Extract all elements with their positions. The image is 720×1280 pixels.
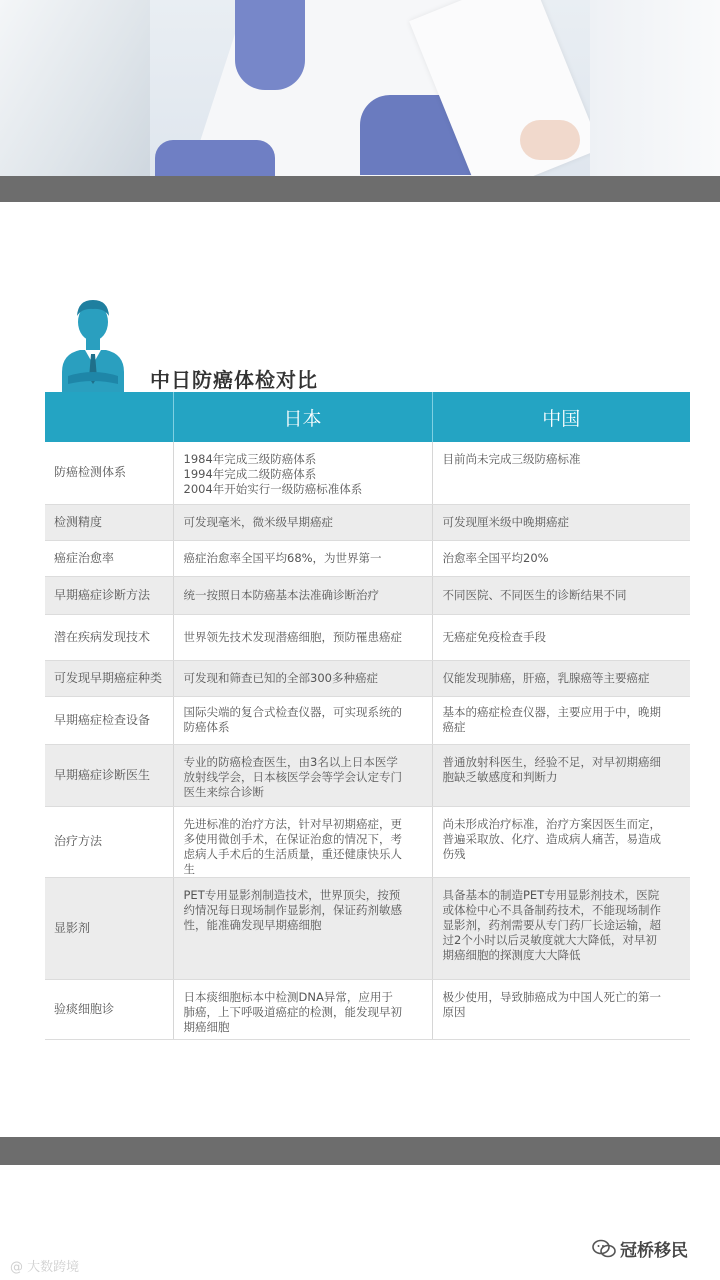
row-category: 检测精度 bbox=[45, 504, 173, 540]
comparison-table bbox=[45, 392, 690, 1040]
row-category: 治疗方法 bbox=[45, 806, 173, 877]
header-category bbox=[45, 392, 173, 442]
cell-japan: 先进标准的治疗方法，针对早初期癌症，更 多使用微创手术，在保证治愈的情况下，考 虑病人手术后的生活质量，重还健康快乐人 生 bbox=[173, 806, 432, 877]
cell-china: 不同医院、不同医生的诊断结果不同 bbox=[432, 576, 690, 614]
cell-china: 仅能发现肺癌，肝癌，乳腺癌等主要癌症 bbox=[432, 660, 690, 696]
table-row bbox=[45, 877, 690, 979]
cell-china: 极少使用，导致肺癌成为中国人死亡的第一 原因 bbox=[432, 979, 690, 1039]
cell-japan: 癌症治愈率全国平均68%，为世界第一 bbox=[173, 540, 432, 576]
table-row bbox=[45, 614, 690, 660]
table-row bbox=[45, 696, 690, 744]
cell-japan: 专业的防癌检查医生，由3名以上日本医学 放射线学会，日本核医学会等学会认定专门 医生来综合诊断 bbox=[173, 744, 432, 806]
table-row bbox=[45, 540, 690, 576]
cell-china: 可发现厘米级中晚期癌症 bbox=[432, 504, 690, 540]
table-row bbox=[45, 806, 690, 877]
watermark-right-text: 冠桥移民 bbox=[620, 1241, 688, 1261]
row-category: 可发现早期癌症种类 bbox=[45, 660, 173, 696]
cell-japan: 可发现毫米，微米级早期癌症 bbox=[173, 504, 432, 540]
cell-china: 治愈率全国平均20% bbox=[432, 540, 690, 576]
table-row bbox=[45, 744, 690, 806]
cell-japan: 日本痰细胞标本中检测DNA异常，应用于 肺癌，上下呼吸道癌症的检测，能发现早初 期癌细胞 bbox=[173, 979, 432, 1039]
cell-china: 具备基本的制造PET专用显影剂技术，医院 或体检中心不具备制药技术，不能现场制作 显影剂，药剂需要从专门药厂长途运输，超 过2个小时以后灵敏度就大大降低，对早初 期癌细胞的探测度大大降低 bbox=[432, 877, 690, 979]
watermark-right bbox=[592, 1236, 688, 1261]
row-category: 显影剂 bbox=[45, 877, 173, 979]
table-row bbox=[45, 660, 690, 696]
header-japan: 日本 bbox=[173, 392, 432, 442]
cell-china: 尚未形成治疗标准，治疗方案因医生而定， 普遍采取放、化疗、造成病人痛苦，易造成 伤残 bbox=[432, 806, 690, 877]
row-category: 早期癌症检查设备 bbox=[45, 696, 173, 744]
cell-china: 无癌症免疫检查手段 bbox=[432, 614, 690, 660]
row-category: 潜在疾病发现技术 bbox=[45, 614, 173, 660]
row-category: 验痰细胞诊 bbox=[45, 979, 173, 1039]
row-category: 癌症治愈率 bbox=[45, 540, 173, 576]
cell-japan: 可发现和筛查已知的全部300多种癌症 bbox=[173, 660, 432, 696]
doctor-avatar-icon bbox=[54, 294, 132, 392]
top-divider-band bbox=[0, 176, 720, 202]
cell-china: 普通放射科医生，经验不足，对早初期癌细 胞缺乏敏感度和判断力 bbox=[432, 744, 690, 806]
table-row bbox=[45, 576, 690, 614]
cell-china: 基本的癌症检查仪器，主要应用于中，晚期 癌症 bbox=[432, 696, 690, 744]
wechat-icon bbox=[592, 1239, 616, 1259]
row-category: 早期癌症诊断方法 bbox=[45, 576, 173, 614]
row-category: 防癌检测体系 bbox=[45, 442, 173, 504]
hero-photo bbox=[0, 0, 720, 176]
cell-japan: 世界领先技术发现潜癌细胞，预防罹患癌症 bbox=[173, 614, 432, 660]
cell-japan: 统一按照日本防癌基本法准确诊断治疗 bbox=[173, 576, 432, 614]
page-title: 中日防癌体检对比 bbox=[150, 368, 318, 392]
cell-japan: 1984年完成三级防癌体系 1994年完成二级防癌体系 2004年开始实行一级防癌标准体系 bbox=[173, 442, 432, 504]
table-row bbox=[45, 504, 690, 540]
cell-japan: PET专用显影剂制造技术，世界顶尖，按预 约情况每日现场制作显影剂，保证药剂敏感 性，能准确发现早期癌细胞 bbox=[173, 877, 432, 979]
table-row bbox=[45, 979, 690, 1039]
watermark-left: @ 大数跨境 bbox=[10, 1260, 80, 1275]
cell-japan: 国际尖端的复合式检查仪器，可实现系统的 防癌体系 bbox=[173, 696, 432, 744]
cell-china: 目前尚未完成三级防癌标准 bbox=[432, 442, 690, 504]
header-china: 中国 bbox=[432, 392, 690, 442]
bottom-divider-band bbox=[0, 1137, 720, 1165]
table-row bbox=[45, 442, 690, 504]
row-category: 早期癌症诊断医生 bbox=[45, 744, 173, 806]
table-header-row bbox=[45, 392, 690, 442]
